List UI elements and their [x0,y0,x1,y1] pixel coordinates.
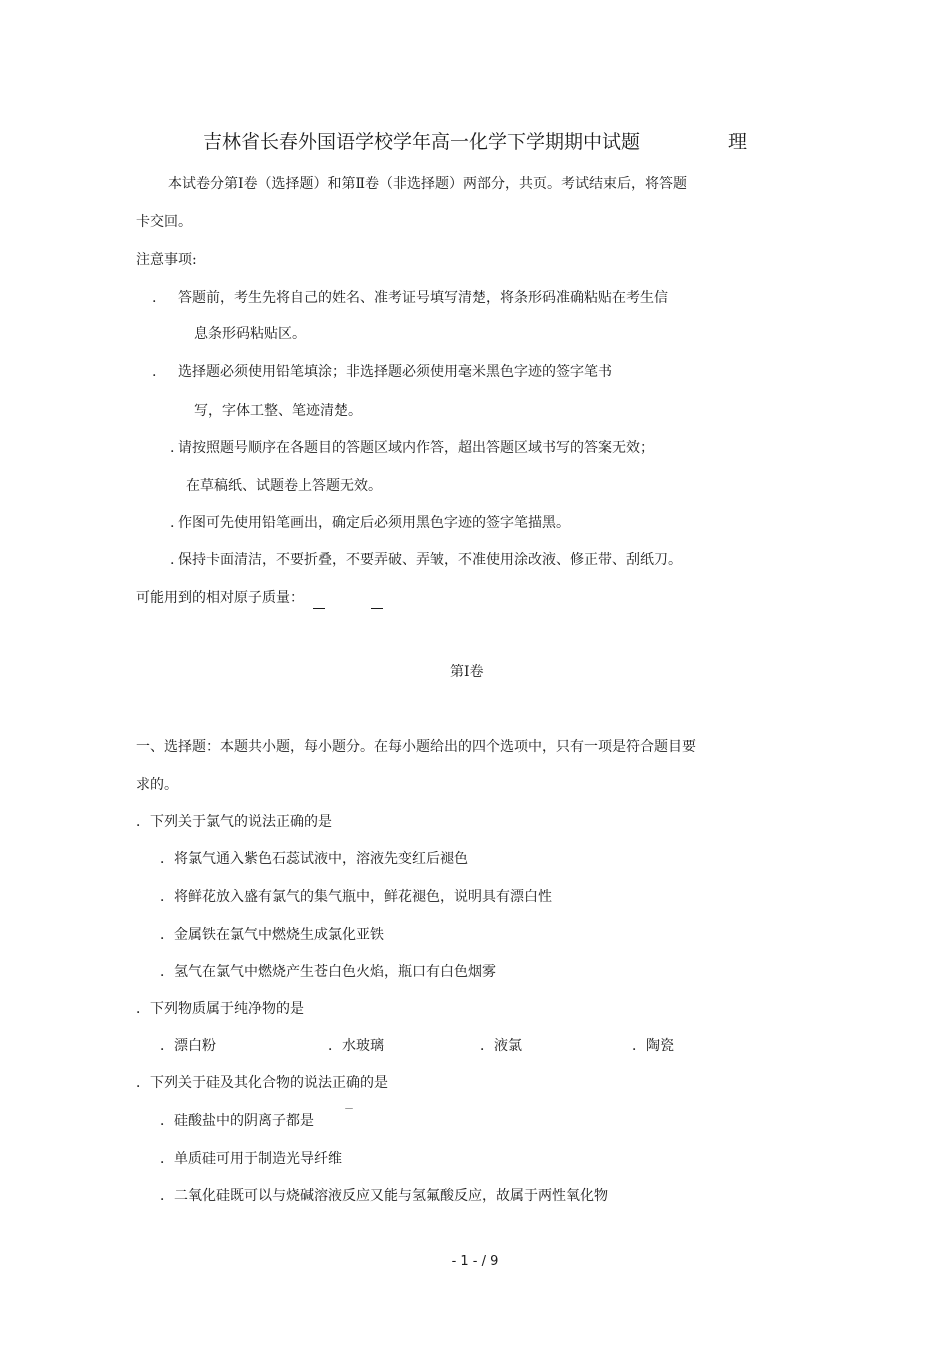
atomic-mass-blank-2 [371,598,383,617]
note-4-number: . [170,515,175,531]
question-1-option-b: ．将鲜花放入盛有氯气的集气瓶中，鲜花褪色，说明具有漂白性 [160,889,552,905]
question-2-option-c: ．液氯 [480,1038,522,1054]
note-5-line-1: 保持卡面清洁，不要折叠，不要弄破、弄皱，不准使用涂改液、修正带、刮纸刀。 [178,552,682,568]
note-2-line-1: 选择题必须使用铅笔填涂；非选择题必须使用毫米黑色字迹的签字笔书 [178,364,612,380]
question-2-option-b: ．水玻璃 [328,1038,384,1054]
note-3-number: . [170,440,175,456]
atomic-mass-blank-1 [313,598,325,617]
question-1-option-c: ．金属铁在氯气中燃烧生成氯化亚铁 [160,927,384,943]
page-title: 吉林省长春外国语学校学年高一化学下学期期中试题 [203,131,641,153]
question-3-option-c: ．二氧化硅既可以与烧碱溶液反应又能与氢氟酸反应，故属于两性氧化物 [160,1188,608,1204]
question-3-option-b: ．单质硅可用于制造光导纤维 [160,1151,342,1167]
note-2-line-2: 写，字体工整、笔迹清楚。 [194,403,362,419]
title-subject: 理 [728,131,748,153]
note-2-number: . [152,364,157,380]
question-3-stem: ．下列关于硅及其化合物的说法正确的是 [136,1075,388,1091]
question-1-option-d: ．氢气在氯气中燃烧产生苍白色火焰，瓶口有白色烟雾 [160,964,496,980]
note-3-line-2: 在草稿纸、试题卷上答题无效。 [186,478,382,494]
note-4-line-1: 作图可先使用铅笔画出，确定后必须用黑色字迹的签字笔描黑。 [178,515,570,531]
question-1-option-a: ．将氯气通入紫色石蕊试液中，溶液先变红后褪色 [160,851,468,867]
note-1-line-2: 息条形码粘贴区。 [194,326,306,342]
question-3-option-a-superscript: － [344,1104,354,1115]
note-1-number: . [152,290,157,306]
question-1-stem: ．下列关于氯气的说法正确的是 [136,814,332,830]
notes-heading: 注意事项: [136,252,197,268]
note-3-line-1: 请按照题号顺序在各题目的答题区域内作答，超出答题区域书写的答案无效； [178,440,654,456]
question-2-option-a: ．漂白粉 [160,1038,216,1054]
question-2-option-d: ．陶瓷 [632,1038,674,1054]
section-1-line-2: 求的。 [136,777,178,793]
note-1-line-1: 答题前，考生先将自己的姓名、准考证号填写清楚，将条形码准确粘贴在考生信 [178,290,668,306]
page-number: - 1 - / 9 [451,1254,499,1269]
section-1-line-1: 一、选择题：本题共小题，每小题分。在每小题给出的四个选项中，只有一项是符合题目要 [136,739,696,755]
intro-line-2: 卡交回。 [136,214,192,230]
atomic-mass-line: 可能用到的相对原子质量： [136,590,304,606]
volume-title: 第Ⅰ卷 [450,664,484,680]
intro-line-1: 本试卷分第Ⅰ卷（选择题）和第Ⅱ卷（非选择题）两部分，共页。考试结束后，将答题 [168,176,688,192]
question-2-stem: ．下列物质属于纯净物的是 [136,1001,304,1017]
question-3-option-a: ．硅酸盐中的阴离子都是 [160,1113,314,1129]
note-5-number: . [170,552,175,568]
